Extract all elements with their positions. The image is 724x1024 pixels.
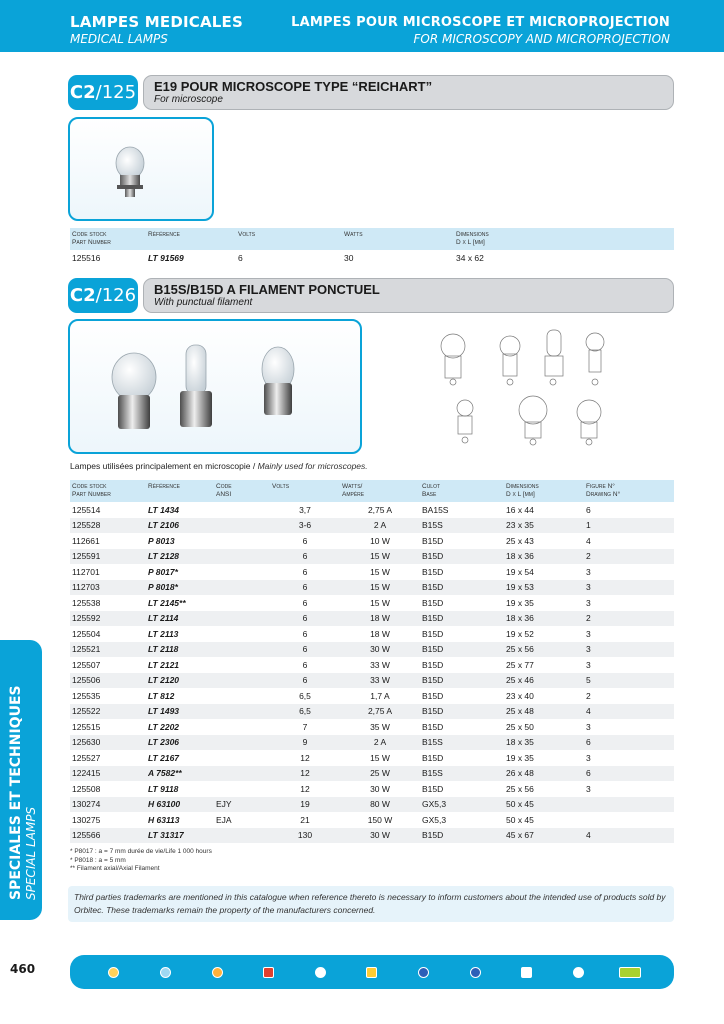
page-header (0, 0, 724, 52)
cell-ref: H 63100 (148, 799, 181, 810)
cell-code: 130275 (72, 814, 101, 825)
cell-ansi (214, 580, 270, 596)
table-row (70, 502, 674, 518)
col-dims: Dimensions D x L [mm] (506, 483, 539, 498)
cell-dims: 18 x 36 (506, 551, 534, 562)
cell-code: 125507 (72, 659, 101, 670)
cell-code: 125528 (72, 520, 101, 531)
cell-ref: A 7582** (148, 768, 182, 779)
usage-note-fr: Lampes utilisées principalement en microscopie / (70, 461, 256, 471)
cell-volts: 9 (302, 737, 308, 748)
cell-base: B15D (422, 582, 444, 593)
footnote: * P8017 : a = 7 mm durée de vie/Life 1 000 hours (70, 848, 212, 855)
table-row (70, 688, 674, 704)
cell-ref: P 8013 (148, 535, 175, 546)
cell-dims: 19 x 54 (506, 566, 534, 577)
footnotes (70, 848, 212, 874)
cell-fig: 3 (586, 644, 591, 655)
blue-line-icon (160, 967, 171, 978)
cell-watts: 10 W (370, 535, 390, 546)
cell-fig: 6 (586, 504, 591, 515)
product-icon (366, 967, 377, 978)
cell-watts: 15 W (370, 566, 390, 577)
col-base: Culot Base (422, 483, 441, 498)
side-tab-main: SPECIALES ET TECHNIQUES (8, 685, 24, 900)
cell-code: 125535 (72, 690, 101, 701)
cell-code: 125521 (72, 644, 101, 655)
cell-base: B15D (422, 721, 444, 732)
category-subtitle: MEDICAL LAMPS (70, 32, 168, 46)
legend-item (249, 967, 289, 978)
cell-dims: 18 x 36 (506, 613, 534, 624)
legend-item (300, 967, 340, 978)
legend-bar (70, 955, 674, 989)
cell-dims: 25 x 56 (506, 644, 534, 655)
cell-code: 125527 (72, 752, 101, 763)
section-title: B15S/B15D A FILAMENT PONCTUEL (154, 282, 380, 297)
cell-dims: 45 x 67 (506, 830, 534, 841)
cell-dims: 19 x 35 (506, 752, 534, 763)
cell-base: B15D (422, 675, 444, 686)
halogen-icon (108, 967, 119, 978)
table-row (70, 657, 674, 673)
cell-volts: 6 (302, 551, 308, 562)
cell-watts: 18 W (370, 628, 390, 639)
cell-volts: 3,7 (299, 504, 311, 515)
table-row (70, 595, 674, 611)
table-row (70, 673, 674, 689)
cell-fig: 1 (586, 520, 591, 531)
footnote: * P8018 : a = 5 mm (70, 856, 126, 864)
cell-ref: LT 9118 (148, 783, 179, 794)
pressure-icon (521, 967, 532, 978)
cell-fig: 3 (586, 582, 591, 593)
cell-dims: 25 x 43 (506, 535, 534, 546)
cell-base: B15D (422, 706, 444, 717)
table-row (70, 812, 674, 828)
cell-base: B15D (422, 551, 444, 562)
section-c2-126-header (68, 278, 674, 313)
cell-ref: LT 2128 (148, 551, 180, 562)
cell-ansi (214, 750, 270, 766)
cell-ansi (214, 704, 270, 720)
col-figure: Figure N° Drawing N° (586, 483, 621, 498)
cell-watts: 80 W (370, 799, 390, 810)
cell-watts: 30 (344, 252, 354, 263)
cell-volts: 3-6 (298, 520, 312, 531)
table-row (70, 549, 674, 565)
cell-dims: 18 x 35 (506, 737, 534, 748)
cell-ansi (214, 735, 270, 751)
cell-watts: 35 W (370, 721, 390, 732)
packing-icon (315, 967, 326, 978)
footnote: ** Filament axial/Axial Filament (70, 865, 160, 872)
table-row (70, 564, 674, 580)
cell-base: B15S (422, 768, 443, 779)
cell-watts: 2 A (373, 520, 387, 531)
cell-watts: 30 W (370, 830, 390, 841)
cell-volts: 6 (302, 597, 308, 608)
cell-base: B15D (422, 659, 444, 670)
cell-ansi (214, 533, 270, 549)
col-ansi: Code ANSI (216, 483, 232, 498)
page-number: 460 (10, 962, 36, 976)
cell-base: GX5,3 (422, 814, 447, 825)
cell-watts: 15 W (370, 582, 390, 593)
cell-volts: 6,5 (299, 690, 311, 701)
cell-ref: LT 2145** (148, 597, 186, 608)
cell-volts: 130 (297, 830, 313, 841)
cell-base: B15D (422, 690, 444, 701)
cell-code: 125566 (72, 830, 101, 841)
badge-number: /126 (95, 285, 137, 306)
cell-ansi (214, 688, 270, 704)
section-subtitle: With punctual filament (154, 297, 253, 308)
cell-volts: 6 (302, 582, 308, 593)
header-left (70, 14, 243, 47)
cell-ansi (214, 781, 270, 797)
cell-fig: 5 (586, 675, 591, 686)
section-badge (68, 75, 138, 110)
cell-base: B15D (422, 752, 444, 763)
cell-volts: 7 (302, 721, 308, 732)
cell-volts: 19 (300, 799, 310, 810)
cell-ref: LT 812 (148, 690, 175, 701)
cell-volts: 6,5 (299, 706, 311, 717)
table-row (70, 828, 674, 844)
cell-base: B15D (422, 628, 444, 639)
table-row (70, 611, 674, 627)
brilliance-icon (212, 967, 223, 978)
cell-code: 125515 (72, 721, 101, 732)
cell-ansi (214, 657, 270, 673)
table-row (70, 781, 674, 797)
cell-watts: 2 A (373, 737, 387, 748)
cell-ref: LT 2114 (148, 613, 179, 624)
table-row (70, 719, 674, 735)
cell-ref: LT 1493 (148, 706, 180, 717)
cell-watts: 15 W (370, 752, 390, 763)
cell-fig: 3 (586, 783, 591, 794)
cell-volts: 21 (300, 814, 310, 825)
cell-watts: 150 W (367, 814, 393, 825)
section-title-bar (143, 75, 674, 110)
cell-base: B15D (422, 830, 444, 841)
cell-dims: 26 x 48 (506, 768, 534, 779)
cell-dims: 19 x 52 (506, 628, 534, 639)
cell-base: B15D (422, 535, 444, 546)
cell-fig: 2 (586, 690, 591, 701)
table-header-row (70, 228, 674, 250)
col-volts: Volts (238, 231, 256, 238)
legend-item (558, 967, 598, 978)
cell-dims: 50 x 45 (506, 814, 534, 825)
cell-code: 125522 (72, 706, 101, 717)
section-title-bar (143, 278, 674, 313)
cell-dims: 19 x 53 (506, 582, 534, 593)
cell-ref: LT 2120 (148, 675, 180, 686)
col-watts: Watts (344, 231, 363, 238)
cell-ref: LT 2167 (148, 752, 180, 763)
cell-fig (584, 797, 674, 813)
table-row (70, 250, 674, 266)
cell-dims: 19 x 35 (506, 597, 534, 608)
cell-dims: 25 x 77 (506, 659, 534, 670)
cell-fig: 4 (586, 535, 591, 546)
cell-volts: 6 (302, 644, 308, 655)
cell-fig: 2 (586, 613, 591, 624)
cell-dims: 50 x 45 (506, 799, 534, 810)
cell-ref: LT 2306 (148, 737, 180, 748)
cell-volts: 6 (302, 659, 308, 670)
cell-fig: 3 (586, 597, 591, 608)
cell-ansi (214, 719, 270, 735)
cell-volts: 12 (300, 752, 310, 763)
cell-dims: 25 x 46 (506, 675, 534, 686)
section-badge (68, 278, 138, 313)
legend-item (197, 967, 237, 978)
cell-fig: 2 (586, 551, 591, 562)
section-title: LAMPES POUR MICROSCOPE ET MICROPROJECTION (291, 15, 670, 30)
cell-fig: 3 (586, 566, 591, 577)
cell-volts: 6 (302, 535, 308, 546)
cell-dims: 25 x 50 (506, 721, 534, 732)
trademark-note: Third parties trademarks are mentioned in this catalogue when reference thereto is necessary to inform customers about the intended use of products sold by Orbitec. These trademarks remain the property of the manufacturers concerned. (68, 886, 674, 922)
cell-dims: 25 x 48 (506, 706, 534, 717)
cell-volts: 6 (238, 252, 243, 263)
cell-watts: 33 W (370, 659, 390, 670)
cell-code: 125538 (72, 597, 101, 608)
cell-watts: 30 W (370, 783, 390, 794)
col-ref: Référence (148, 483, 180, 490)
lamp-photo-e19 (68, 117, 214, 221)
cell-volts: 6 (302, 675, 308, 686)
col-watts: Watts/ Ampère (342, 483, 365, 498)
cell-fig: 6 (586, 768, 591, 779)
cell-fig: 3 (586, 659, 591, 670)
table-row (70, 797, 674, 813)
usage-note-en: Mainly used for microscopes. (257, 461, 368, 471)
european-icon (418, 967, 429, 978)
cell-fig: 4 (586, 706, 591, 717)
cell-watts: 30 W (370, 644, 390, 655)
cell-ansi (214, 626, 270, 642)
cell-ref: LT 1434 (148, 504, 180, 515)
side-tab-text (8, 685, 38, 900)
cell-ansi: EJA (216, 814, 232, 825)
cell-code: 125514 (72, 504, 101, 515)
cell-fig (584, 812, 674, 828)
cell-base: BA15S (422, 504, 449, 515)
cell-ansi (214, 502, 270, 518)
cell-code: 125591 (72, 551, 101, 562)
cell-code: 125630 (72, 737, 101, 748)
cell-ansi (214, 518, 270, 534)
cell-ref: LT 31317 (148, 830, 184, 841)
table-row (70, 580, 674, 596)
cell-watts: 25 W (370, 768, 390, 779)
legend-item (610, 967, 650, 978)
lamp-drawings (425, 322, 610, 447)
cell-dims: 23 x 35 (506, 520, 534, 531)
cell-code: 125504 (72, 628, 101, 639)
usage-note (70, 461, 368, 471)
cell-watts: 15 W (370, 597, 390, 608)
cell-ansi (214, 611, 270, 627)
cell-watts: 33 W (370, 675, 390, 686)
cell-base: B15D (422, 783, 444, 794)
medical-icon (263, 967, 274, 978)
cell-base: B15D (422, 644, 444, 655)
cell-code: 125508 (72, 783, 101, 794)
cell-base: GX5,3 (422, 799, 447, 810)
standard-icon (470, 967, 481, 978)
cell-dims: 16 x 44 (506, 504, 534, 515)
see-item-icon (619, 967, 641, 978)
cell-dims: 25 x 56 (506, 783, 534, 794)
table-row (70, 626, 674, 642)
cell-ansi (214, 564, 270, 580)
cell-volts: 12 (300, 768, 310, 779)
bulb-e19-icon (70, 119, 212, 219)
cell-code: 112701 (72, 566, 100, 577)
cell-volts: 12 (300, 783, 310, 794)
category-title: LAMPES MEDICALES (70, 13, 243, 31)
lamp-photo-b15 (68, 319, 362, 454)
table-row (70, 642, 674, 658)
badge-prefix: C2 (69, 82, 96, 103)
cell-code: 130274 (72, 799, 101, 810)
side-tab-sub: SPECIAL LAMPS (24, 806, 38, 900)
cell-code: 125592 (72, 613, 101, 624)
col-dims: Dimensions D x L [mm] (456, 231, 489, 246)
legend-item (145, 967, 185, 978)
cell-ref: LT 2118 (148, 644, 179, 655)
section-subtitle: For microscope (154, 94, 223, 105)
cell-code: 112661 (72, 535, 100, 546)
legend-item (507, 967, 547, 978)
cell-ref: P 8018* (148, 582, 178, 593)
cell-watts: 15 W (370, 551, 390, 562)
cell-base: B15S (422, 737, 443, 748)
cell-fig: 3 (586, 721, 591, 732)
cell-base: B15D (422, 597, 444, 608)
cell-ansi (214, 766, 270, 782)
section-title: E19 POUR MICROSCOPE TYPE “REICHART” (154, 79, 433, 94)
cell-base: B15D (422, 566, 444, 577)
col-code: Code stock Part Number (72, 231, 111, 246)
table-c2-125 (70, 228, 674, 266)
col-ref: Référence (148, 231, 180, 238)
cell-base: B15S (422, 520, 443, 531)
cell-watts: 2,75 A (367, 706, 393, 717)
col-volts: Volts (272, 483, 290, 490)
section-subtitle: FOR MICROSCOPY AND MICROPROJECTION (413, 32, 670, 46)
cell-ansi (214, 642, 270, 658)
cell-volts: 6 (302, 628, 308, 639)
cell-volts: 6 (302, 613, 308, 624)
table-row (70, 750, 674, 766)
legend-item (455, 967, 495, 978)
cell-base: B15D (422, 613, 444, 624)
bulbs-b15-icon (70, 321, 360, 452)
cell-code: 125506 (72, 675, 101, 686)
table-c2-126 (70, 480, 674, 843)
uv-stop-icon (573, 967, 584, 978)
col-code: Code stock Part Number (72, 483, 111, 498)
cell-ref: H 63113 (148, 814, 180, 825)
header-right (291, 14, 670, 47)
cell-watts: 1,7 A (370, 690, 390, 701)
cell-ref: LT 2106 (148, 520, 180, 531)
badge-prefix: C2 (69, 285, 96, 306)
cell-code: 122415 (72, 768, 101, 779)
cell-fig: 3 (586, 628, 591, 639)
cell-ref: P 8017* (148, 566, 178, 577)
cell-code: 112703 (72, 582, 100, 593)
cell-code: 125516 (72, 252, 101, 263)
table-row (70, 704, 674, 720)
legend-item (94, 967, 134, 978)
cell-dims: 23 x 40 (506, 690, 534, 701)
table-header-row (70, 480, 674, 502)
cell-ref: LT 2113 (148, 628, 179, 639)
table-row (70, 766, 674, 782)
cell-fig: 4 (586, 830, 591, 841)
cell-ref: LT 2121 (148, 659, 180, 670)
cell-ansi (214, 595, 270, 611)
cell-ansi: EJY (216, 799, 232, 810)
cell-ansi (214, 673, 270, 689)
table-row (70, 518, 674, 534)
cell-dims: 34 x 62 (456, 252, 484, 263)
cell-fig: 3 (586, 752, 591, 763)
cell-fig: 6 (586, 737, 591, 748)
table-row (70, 735, 674, 751)
section-c2-125-header (68, 75, 674, 110)
cell-watts: 2,75 A (367, 504, 393, 515)
legend-item (404, 967, 444, 978)
cell-ansi (214, 828, 270, 844)
legend-item (352, 967, 392, 978)
cell-watts: 18 W (370, 613, 390, 624)
table-row (70, 533, 674, 549)
cell-ref: LT 91569 (148, 252, 184, 263)
cell-ansi (214, 549, 270, 565)
cell-ref: LT 2202 (148, 721, 180, 732)
cell-volts: 6 (302, 566, 308, 577)
badge-number: /125 (95, 82, 137, 103)
